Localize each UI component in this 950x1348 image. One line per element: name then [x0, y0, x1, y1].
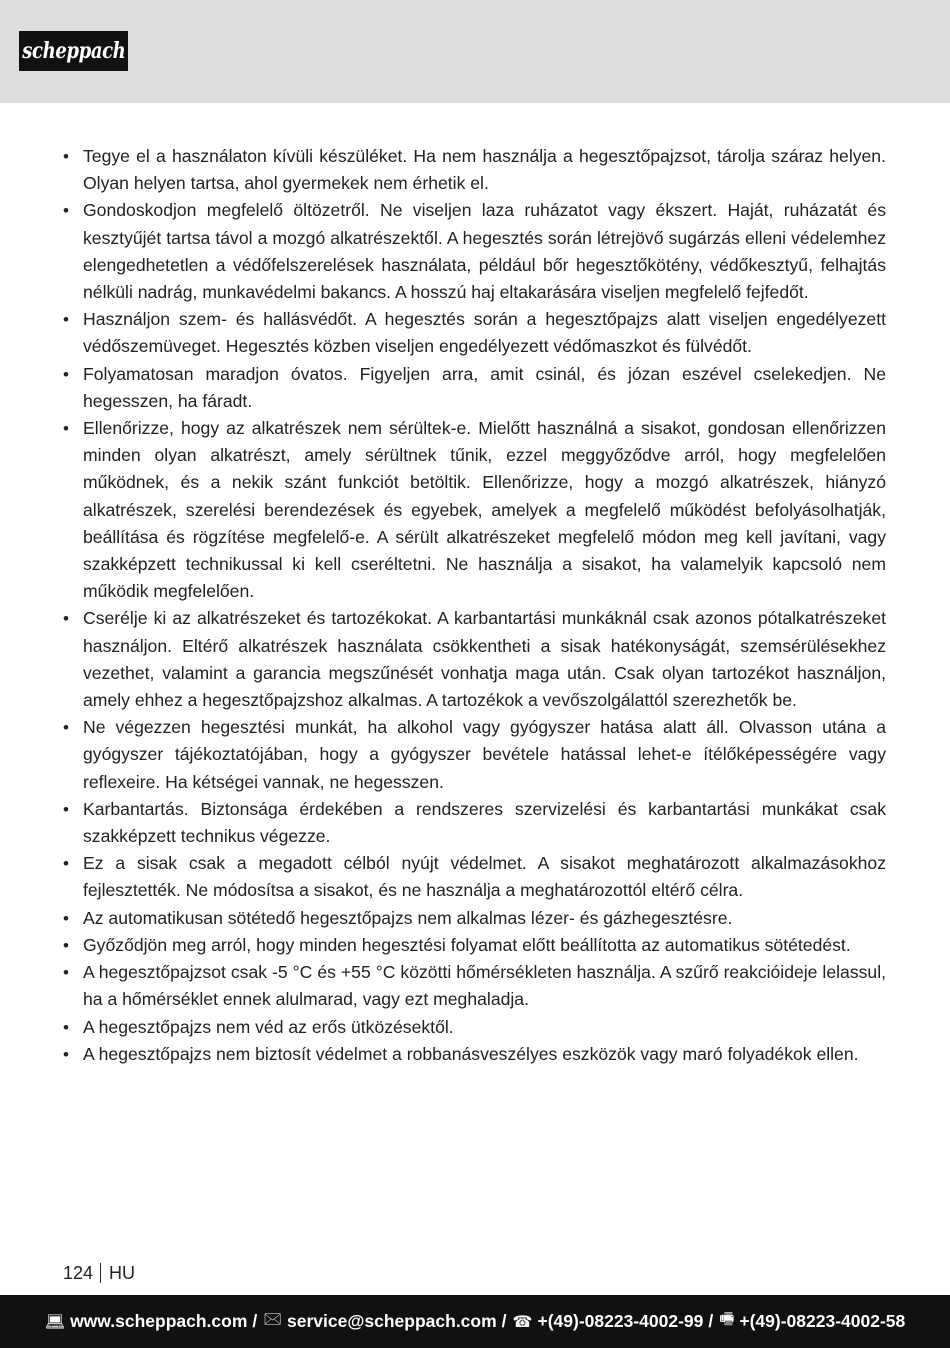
- bullet-icon: •: [63, 799, 69, 819]
- bullet-icon: •: [63, 310, 69, 330]
- list-item-text: Karbantartás. Biztonsága érdekében a rendszeres szervizelési és karbantartási munkákat csak szakképzett technikus végezze.: [83, 798, 886, 847]
- list-item: [63, 1041, 886, 1068]
- page-number-divider: [100, 1263, 101, 1283]
- bullet-list: [63, 143, 886, 1068]
- list-item: [63, 932, 886, 959]
- list-item: [63, 143, 886, 197]
- list-item-text: A hegesztőpajzsot csak -5 °C és +55 °C közötti hőmérsékleten használja. A szűrő reakcióideje lelassul, ha a hőmérséklet ennek alulmarad, vagy ezt meghaladja.: [83, 962, 886, 1010]
- list-item-text: A hegesztőpajzs nem biztosít védelmet a robbanásveszélyes eszközök vagy maró folyadékok ellen.: [83, 1043, 859, 1064]
- bullet-icon: •: [63, 609, 69, 629]
- bullet-icon: •: [63, 963, 69, 983]
- list-item-text: Gondoskodjon megfelelő öltözetről. Ne viseljen laza ruházatot vagy ékszert. Haját, ruházatát és kesztyűjét tartsa távol a mozgó alkatrészektől. A hegesztés során létrejövő sugárzás elleni védelemhez elengedhetetlen a védőfelszerelések használata, például bőr hegesztőkötény, védőkesztyű, felhajtás nélküli nadrág, munkavédelmi bakancs. A hosszú haj eltakarására viseljen megfelelő fejfedőt.: [83, 200, 886, 303]
- footer-separator: /: [252, 1311, 258, 1331]
- bullet-icon: •: [63, 1044, 69, 1064]
- page-number-value: 124: [63, 1263, 94, 1283]
- list-item: [63, 361, 886, 415]
- list-item-text: Cserélje ki az alkatrészeket és tartozékokat. A karbantartási munkáknál csak azonos pótalkatrészeket használjon. Eltérő alkatrészek használata csökkentheti a sisak hatékonyságát, szemsérülésekhez vezethet, valamint a garancia megszűnését vonhatja maga után. Csak olyan tartozékot használjon, amely ehhez a hegesztőpajzshoz alkalmas. A tartozékok a vevőszolgálattól szerezhetők be.: [83, 608, 886, 711]
- list-item: [63, 714, 886, 796]
- list-item: [63, 306, 886, 360]
- list-item-text: Ez a sisak csak a megadott célból nyújt védelmet. A sisakot meghatározott alkalmazásokhoz fejlesztették. Ne módosítsa a sisakot, és ne használja a meghatározottól eltérő célra.: [83, 853, 886, 901]
- bullet-icon: •: [63, 1017, 69, 1037]
- list-item-text: Használjon szem- és hallásvédőt. A hegesztés során a hegesztőpajzs alatt viseljen engedélyezett védőszemüveget. Hegesztés közben viseljen engedélyezett védőmaszkot és fülvédőt.: [83, 309, 886, 357]
- bullet-icon: •: [63, 854, 69, 874]
- page-number: [63, 1260, 135, 1286]
- logo-text: scheppach: [21, 38, 126, 64]
- bullet-icon: •: [63, 908, 69, 928]
- brand-logo: [19, 31, 128, 71]
- envelope-icon: 🖂: [263, 1311, 282, 1328]
- footer-website[interactable]: www.scheppach.com: [70, 1311, 248, 1331]
- list-item-text: Tegye el a használaton kívüli készüléket. Ha nem használja a hegesztőpajzsot, tárolja száraz helyen. Olyan helyen tartsa, ahol gyermekek nem érhetik el.: [83, 146, 886, 194]
- bullet-icon: •: [63, 364, 69, 384]
- page-header: [0, 0, 950, 103]
- footer-phone: +(49)-08223-4002-99: [537, 1311, 704, 1331]
- bullet-icon: •: [63, 147, 69, 166]
- bullet-icon: •: [63, 419, 69, 439]
- bullet-icon: •: [63, 718, 69, 738]
- list-item: [63, 850, 886, 904]
- footer-fax: +(49)-08223-4002-58: [739, 1311, 906, 1331]
- list-item-text: Az automatikusan sötétedő hegesztőpajzs nem alkalmas lézer- és gázhegesztésre.: [83, 907, 733, 928]
- language-code: HU: [109, 1263, 136, 1283]
- footer-separator: /: [708, 1311, 714, 1331]
- list-item: [63, 905, 886, 932]
- list-item: [63, 197, 886, 306]
- list-item-text: Ne végezzen hegesztési munkát, ha alkohol vagy gyógyszer hatása alatt áll. Olvasson utána a gyógyszer tájékoztatójában, hogy a gyógyszer bevétele hatással lehet-e ítélőképességére vagy reflexeire. Ha kétségei vannak, ne hegesszen.: [83, 717, 886, 792]
- list-item: [63, 415, 886, 605]
- list-item: [63, 959, 886, 1013]
- list-item-text: Győződjön meg arról, hogy minden hegesztési folyamat előtt beállította az automatikus sötétedést.: [83, 934, 851, 955]
- footer-email[interactable]: service@scheppach.com: [287, 1311, 497, 1331]
- phone-icon: ☎: [512, 1313, 533, 1331]
- computer-icon: 💻︎: [44, 1313, 66, 1331]
- bullet-icon: •: [63, 201, 69, 221]
- list-item: [63, 796, 886, 850]
- list-item: [63, 1014, 886, 1041]
- safety-instructions: [63, 143, 886, 1068]
- list-item: [63, 605, 886, 714]
- bullet-icon: •: [63, 935, 69, 955]
- list-item-text: Ellenőrizze, hogy az alkatrészek nem sérültek-e. Mielőtt használná a sisakot, gondosan ellenőrizzen minden olyan alkatrészt, amely sérültnek tűnik, ezzel meggyőződve arról, hogy megfelelően működnek, és a nekik szánt funkciót betöltik. Ellenőrizze, hogy a mozgó alkatrészek, hiányzó alkatrészek, szerelési berendezések és egyebek, amelyek a megfelelő működést befolyásolhatják, beállítása és rögzítése megfelelő-e. A sérült alkatrészeket megfelelő módon meg kell javítani, vagy szakképzett technikussal ki kell cseréltetni. Ne használja a sisakot, ha valamelyik kapcsoló nem működik megfelelően.: [83, 418, 886, 602]
- fax-icon: 🖷: [719, 1311, 735, 1328]
- page-footer: [0, 1295, 950, 1348]
- list-item-text: A hegesztőpajzs nem véd az erős ütközésektől.: [83, 1016, 454, 1037]
- list-item-text: Folyamatosan maradjon óvatos. Figyeljen arra, amit csinál, és józan eszével cselekedjen. Ne hegesszen, ha fáradt.: [83, 363, 886, 411]
- footer-separator: /: [501, 1311, 507, 1331]
